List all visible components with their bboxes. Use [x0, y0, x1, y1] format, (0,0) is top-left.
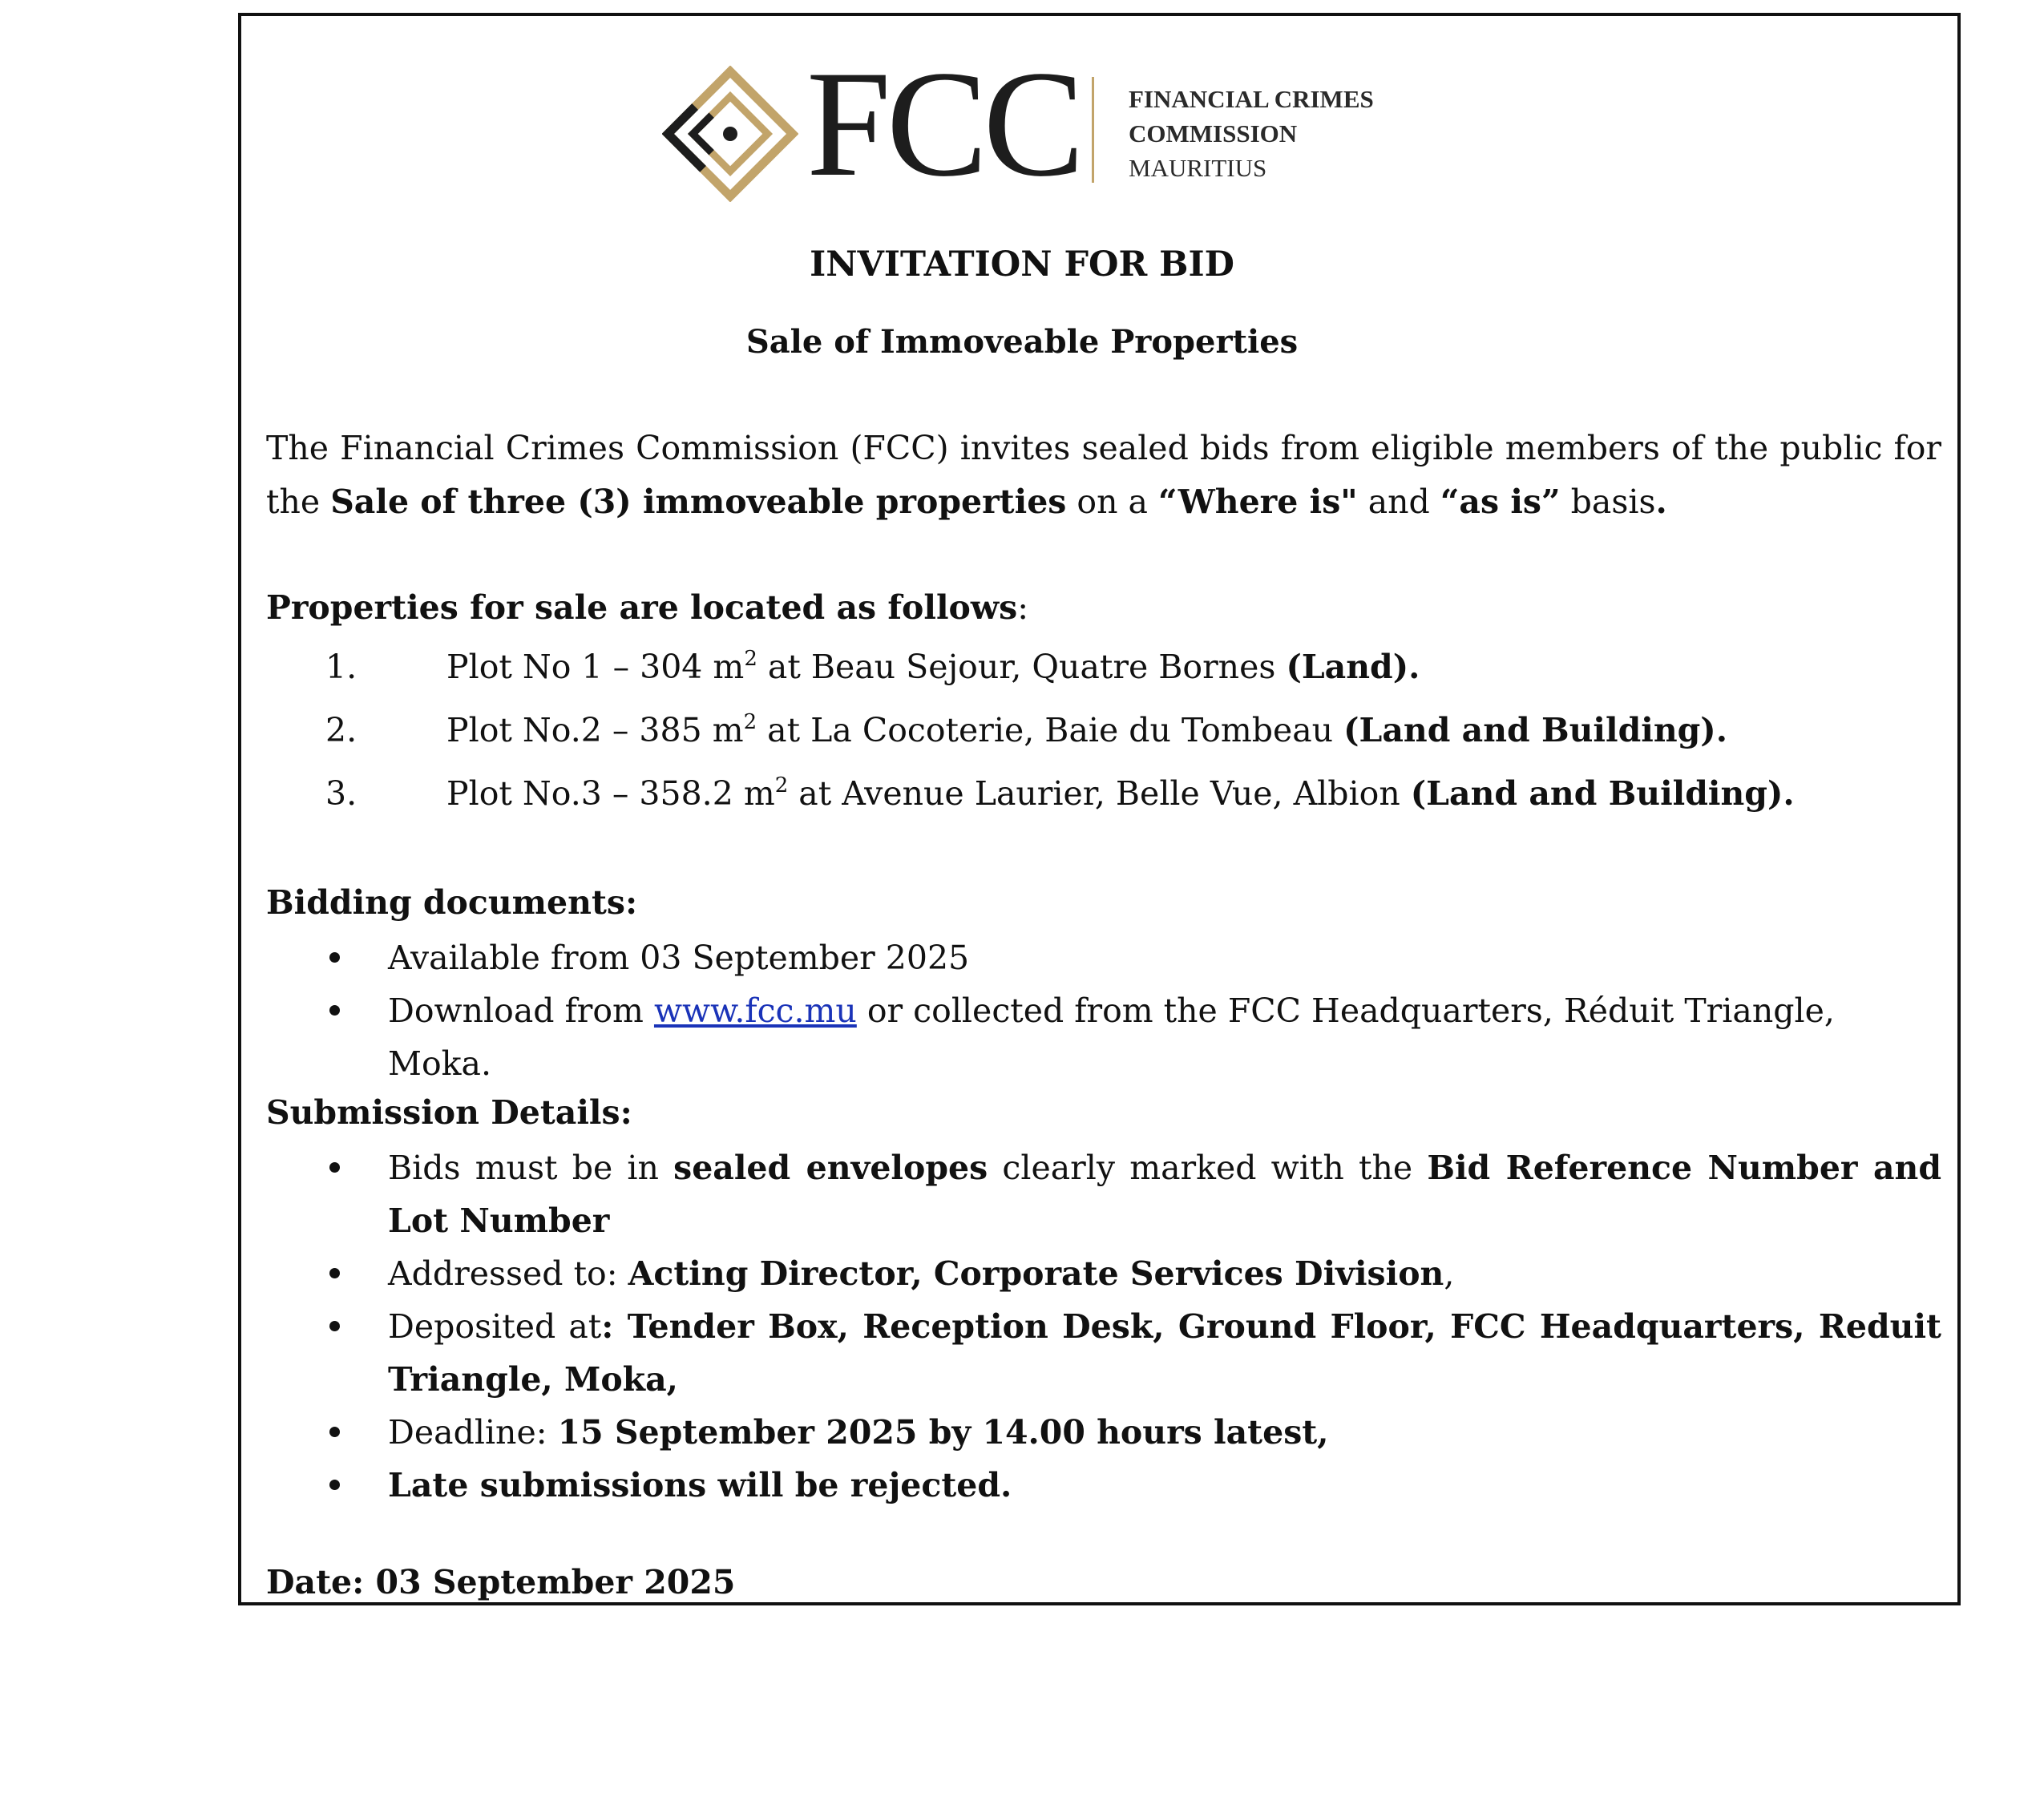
- properties-heading-text: Properties for sale are located as follows: [266, 588, 1018, 627]
- intro-text-4: basis: [1560, 483, 1656, 521]
- property-item-2: [446, 711, 1727, 749]
- deadline-bold: 15 September 2025 by 14.00 hours latest,: [557, 1413, 1329, 1452]
- deposited-text: Deposited at: [388, 1307, 602, 1346]
- submission-addressed: [388, 1247, 1941, 1300]
- submission-heading: Submission Details:: [266, 1093, 632, 1132]
- property-item-3: [446, 774, 1795, 813]
- fcc-logo: [662, 40, 1400, 208]
- property-1-text: Plot No 1 – 304 m: [446, 648, 745, 686]
- date-line: Date: 03 September 2025: [266, 1563, 736, 1601]
- bullet-icon: [329, 1321, 340, 1331]
- property-1-type: (Land).: [1286, 648, 1420, 686]
- property-number-1: 1.: [325, 648, 357, 686]
- logo-line-1: FINANCIAL CRIMES: [1129, 85, 1374, 113]
- download-location-text: or collected from the FCC Headquarters, Réduit Triangle, Moka.: [388, 991, 1835, 1083]
- bullet-icon: [329, 1268, 340, 1278]
- intro-text-1: The Financial Crimes Commission (FCC) invites sealed bids from eligible members of the public for the: [266, 429, 1941, 521]
- submission-deadline: [388, 1406, 1941, 1459]
- property-2-text: Plot No.2 – 385 m: [446, 711, 744, 749]
- bidding-available: Available from 03 September 2025: [388, 939, 970, 977]
- bullet-icon: [329, 1480, 340, 1490]
- property-2-location: at La Cocoterie, Baie du Tombeau: [757, 711, 1344, 749]
- download-text: Download from: [388, 991, 654, 1030]
- bidding-heading: Bidding documents:: [266, 883, 638, 922]
- property-3-location: at Avenue Laurier, Belle Vue, Albion: [788, 774, 1411, 813]
- bidding-download: [388, 984, 1941, 1090]
- bullet-icon: [329, 1162, 340, 1173]
- submission-deposited: [388, 1300, 1941, 1406]
- bullet-icon: [329, 1005, 340, 1016]
- property-2-type: (Land and Building).: [1343, 711, 1727, 749]
- property-3-unit-sup: 2: [774, 773, 789, 798]
- submission-late: [388, 1459, 1941, 1512]
- logo-subtitle: [1129, 82, 1374, 185]
- property-1-unit-sup: 2: [744, 647, 757, 671]
- properties-heading: [266, 588, 1028, 627]
- logo-line-3: MAURITIUS: [1129, 154, 1267, 182]
- property-number-3: 3.: [325, 774, 357, 813]
- property-number-2: 2.: [325, 711, 357, 749]
- intro-bold-3: “as is”: [1440, 483, 1561, 521]
- addressed-bold: Acting Director, Corporate Services Division: [628, 1254, 1444, 1293]
- deposited-bold: : Tender Box, Reception Desk, Ground Floor, FCC Headquarters, Reduit Triangle, Moka,: [388, 1307, 1941, 1399]
- intro-paragraph: [266, 422, 1941, 529]
- bullet-icon: [329, 1427, 340, 1437]
- sealed-text-2: clearly marked with the: [988, 1149, 1428, 1187]
- intro-text-2: on a: [1066, 483, 1159, 521]
- logo-line-2: COMMISSION: [1129, 119, 1298, 147]
- page-title: INVITATION FOR BID: [810, 244, 1234, 285]
- logo-divider: [1092, 77, 1094, 183]
- sealed-bold-2: Bid Reference Number and Lot Number: [388, 1149, 1941, 1240]
- property-3-type: (Land and Building).: [1410, 774, 1795, 813]
- property-3-text: Plot No.3 – 358.2 m: [446, 774, 775, 813]
- fcc-emblem-icon: [662, 66, 798, 202]
- addressed-comma: ,: [1444, 1254, 1455, 1293]
- submission-sealed: [388, 1141, 1941, 1247]
- sealed-bold-1: sealed envelopes: [673, 1149, 988, 1187]
- logo-wordmark: FCC: [806, 40, 1081, 208]
- property-1-location: at Beau Sejour, Quatre Bornes: [757, 648, 1287, 686]
- bullet-icon: [329, 952, 340, 963]
- sealed-text-1: Bids must be in: [388, 1149, 674, 1187]
- intro-text-3: and: [1357, 483, 1440, 521]
- intro-bold-1: Sale of three (3) immoveable properties: [330, 483, 1067, 521]
- intro-bold-2: “Where is": [1158, 483, 1358, 521]
- fcc-website-link[interactable]: www.fcc.mu: [653, 991, 857, 1030]
- late-bold: Late submissions will be rejected.: [388, 1466, 1012, 1504]
- addressed-text: Addressed to:: [388, 1254, 628, 1293]
- property-2-unit-sup: 2: [743, 710, 757, 734]
- intro-bold-4: .: [1655, 483, 1667, 521]
- properties-heading-colon: :: [1017, 588, 1029, 627]
- deadline-text: Deadline:: [388, 1413, 558, 1452]
- property-item-1: [446, 648, 1420, 686]
- page-subtitle: Sale of Immoveable Properties: [745, 323, 1299, 361]
